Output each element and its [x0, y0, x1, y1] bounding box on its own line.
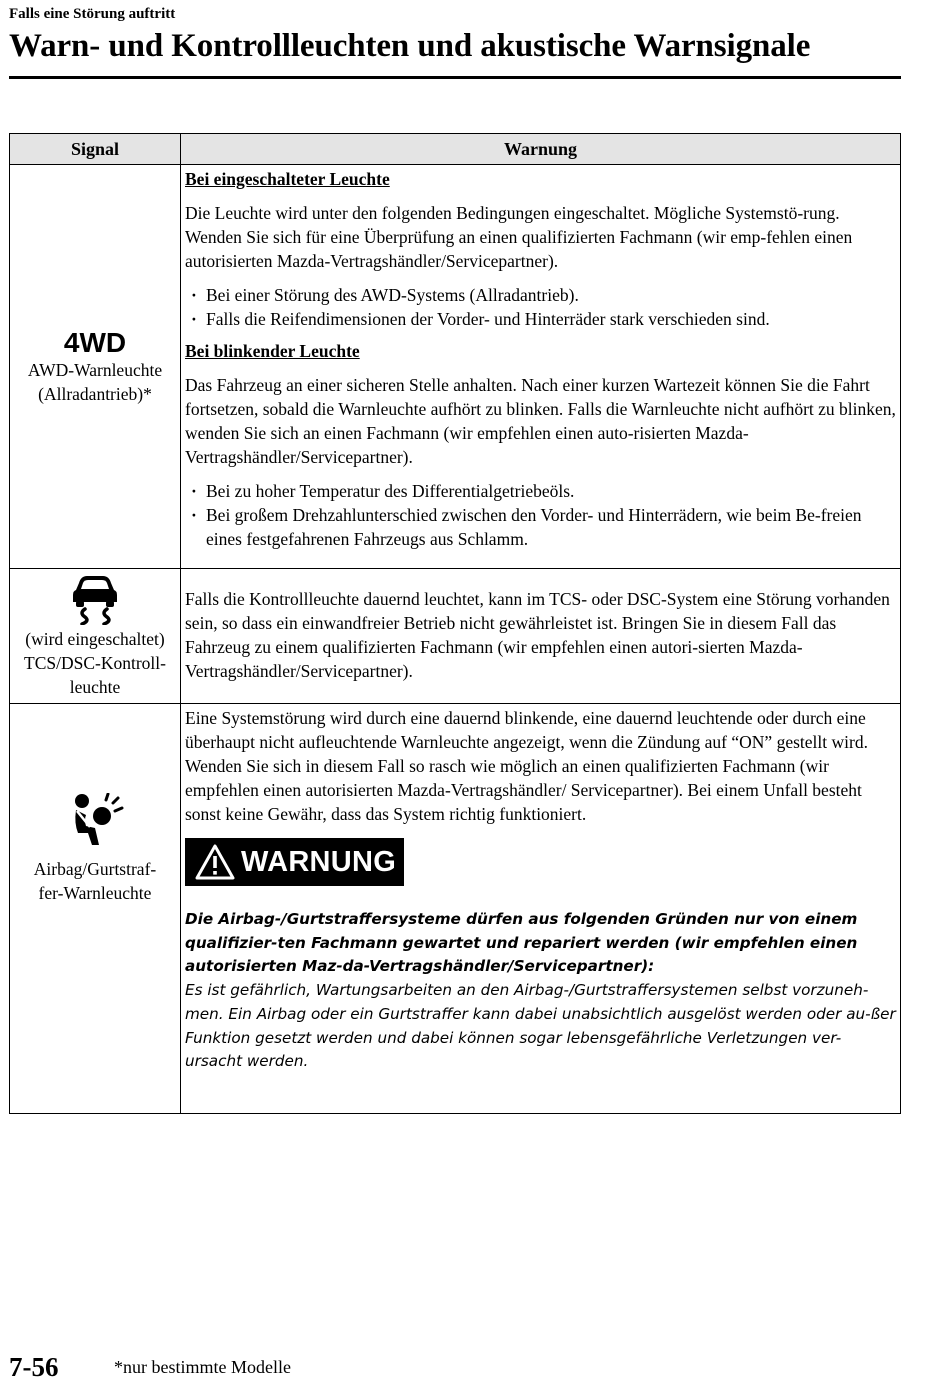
warning-text: Es ist gefährlich, Wartungsarbeiten an den Airbag-/Gurtstraffersystemen selbst vorzuneh-men. Ein Airbag oder ein Gurtstraffer kann dabei unabsichtlich ausgelöst werden oder au-ßer Funktion gesetzt werden und dabei können sogar lebensgefährliche Verletzungen ver-ursacht werden. [185, 981, 896, 1071]
signal-label-line: AWD-Warnleuchte [27, 359, 163, 380]
list-item: · Falls die Reifendimensionen der Vorder- und Hinterräder stark verschieden sind. [185, 307, 896, 331]
table-header-row [10, 134, 901, 165]
warning-cell-awd [181, 165, 901, 569]
warning-label: WARNUNG [241, 846, 397, 878]
signal-label-line: (Allradantrieb)* [38, 383, 152, 404]
page-number: 7-56 [9, 1352, 59, 1382]
warning-triangle-icon [195, 844, 235, 880]
column-header-warning: Warnung [181, 134, 901, 165]
running-head: Falls eine Störung auftritt [9, 6, 176, 22]
signal-cell-awd [10, 165, 181, 569]
warning-cell-airbag [181, 704, 901, 1114]
bullet-list [185, 479, 896, 551]
table-row-awd [10, 165, 901, 569]
signal-label-line: fer-Warnleuchte [38, 882, 152, 903]
section-paragraph: Eine Systemstörung wird durch eine dauernd blinkende, eine dauernd leuchtende oder durch eine überhaupt nicht aufleuchtende Warnleuchte angezeigt, wenn die Zündung auf “ON” gestellt wird. Wenden Sie sich in diesem Fall so rasch wie möglich an einen qualifizierten Fachmann (wir empfehlen einen autorisierten Mazda-Vertragshändler/ Servicepartner). Bei einem Unfall besteht sonst keine Gewähr, dass das System richtig funktioniert. [185, 708, 868, 824]
section-paragraph: Das Fahrzeug an einer sicheren Stelle anhalten. Nach einer kurzen Wartezeit können Sie die Fahrt fortsetzen, sobald die Warnleuchte aufhört zu blinken. Falls die Warnleuchte nicht aufhört zu blinken, wenden Sie sich an einen Fachmann (wir empfehlen einen auto-risierten Mazda-Vertragshändler/Servicepartner). [185, 375, 896, 467]
warning-cell-tcs-dsc [181, 569, 901, 704]
signal-label-line: (wird eingeschaltet) [25, 629, 165, 649]
section-paragraph: Die Leuchte wird unter den folgenden Bedingungen eingeschaltet. Mögliche Systemstö-rung. Wenden Sie sich für eine Überprüfung an einen qualifizierten Fachmann (wir emp-fehlen einen autorisierten Mazda-Vertragshändler/Servicepartner). [185, 203, 853, 271]
footnote: *nur bestimmte Modelle [114, 1357, 291, 1377]
warning-badge [185, 838, 404, 886]
table-row-airbag [10, 704, 901, 1114]
section-paragraph: Falls die Kontrollleuchte dauernd leuchtet, kann im TCS- oder DSC-System eine Störung vorhanden sein, so dass ein einwandfreier Betrieb nicht gewährleistet ist. Bringen Sie in diesem Fall das Fahrzeug zu einem qualifizierten Fachmann (wir empfehlen einen autori-sierten Mazda-Vertragshändler/Servicepartner). [185, 589, 890, 681]
section-heading: Bei blinkender Leuchte [185, 341, 360, 361]
signal-cell-tcs-dsc [10, 569, 181, 704]
signal-label-line: leuchte [69, 677, 121, 697]
list-item: · Bei einer Störung des AWD-Systems (Allradantrieb). [185, 283, 896, 307]
list-item: · Bei zu hoher Temperatur des Differentialgetriebeöls. [185, 479, 896, 503]
signal-label-line: TCS/DSC-Kontroll- [24, 653, 166, 673]
section-heading: Bei eingeschalteter Leuchte [185, 169, 390, 189]
airbag-icon [66, 793, 124, 847]
page-title: Warn- und Kontrollleuchten und akustische Warnsignale [9, 28, 811, 64]
signal-cell-airbag [10, 704, 181, 1114]
warning-bold-text: Die Airbag-/Gurtstraffersysteme dürfen aus folgenden Gründen nur von einem qualifizier-ten Fachmann gewartet und repariert werden (wir empfehlen einen autorisierten Maz-da-Vertragshändler/Servicepartner): [185, 910, 858, 976]
table-row-tcs-dsc [10, 569, 901, 704]
awd-symbol: 4WD [63, 326, 127, 358]
skidding-car-icon [67, 573, 123, 625]
title-rule [9, 76, 901, 79]
bullet-list [185, 283, 896, 331]
warning-lights-table [9, 133, 901, 1114]
column-header-signal: Signal [10, 134, 181, 165]
list-item: · Bei großem Drehzahlunterschied zwischen den Vorder- und Hinterrädern, wie beim Be-freien eines festgefahrenen Fahrzeugs aus Schlamm. [185, 503, 896, 551]
signal-label-line: Airbag/Gurtstraf- [33, 858, 157, 879]
